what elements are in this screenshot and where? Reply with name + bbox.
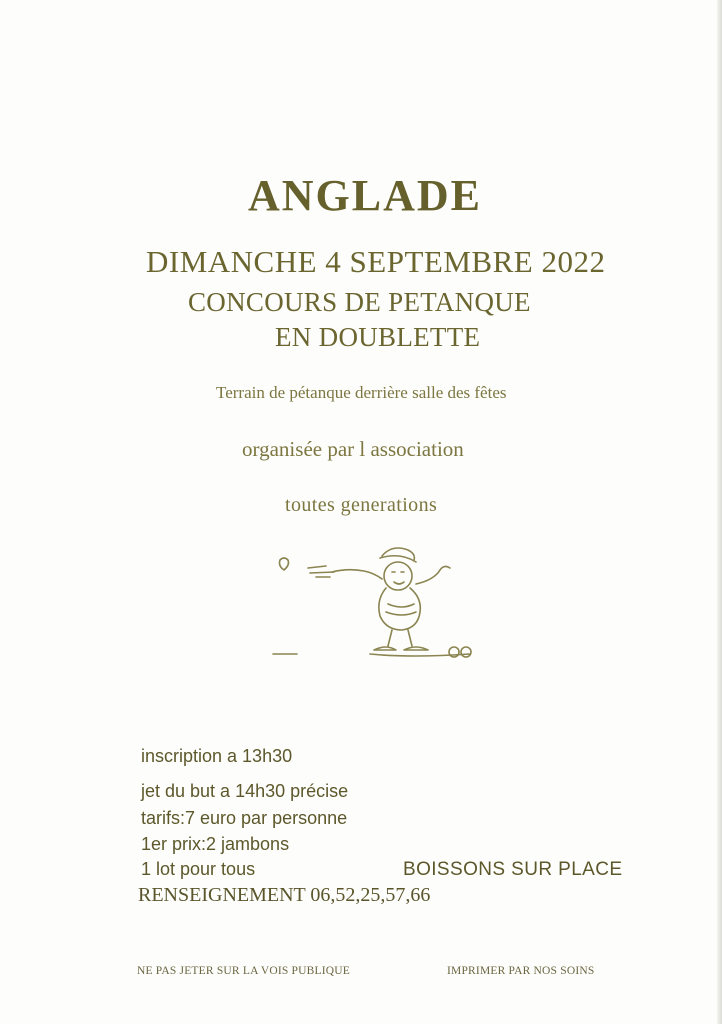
drinks-notice: BOISSONS SUR PLACE [403, 859, 623, 880]
price-info: tarifs:7 euro par personne [141, 808, 348, 828]
organizer-line: organisée par l association [242, 437, 464, 461]
page-edge-shadow [717, 0, 722, 1024]
first-prize: 1er prix:2 jambons [141, 834, 290, 854]
contact-phone: RENSEIGNEMENT 06,52,25,57,66 [138, 884, 431, 906]
inscription-time: inscription a 13h30 [141, 746, 293, 766]
petanque-player-icon [270, 542, 480, 667]
event-title-line2: EN DOUBLETTE [275, 322, 481, 352]
event-date: DIMANCHE 4 SEPTEMBRE 2022 [146, 244, 606, 279]
prize-for-all: 1 lot pour tous [141, 859, 256, 879]
jet-du-but-time: jet du but a 14h30 précise [141, 781, 349, 801]
footer-disposal-notice: NE PAS JETER SUR LA VOIS PUBLIQUE [137, 965, 350, 977]
flyer-title: ANGLADE [247, 171, 483, 220]
event-venue: Terrain de pétanque derrière salle des fêtes [216, 383, 507, 402]
event-title-line1: CONCOURS DE PETANQUE [188, 287, 531, 317]
organizer-name: toutes generations [285, 494, 438, 516]
footer-printer-notice: IMPRIMER PAR NOS SOINS [447, 965, 595, 977]
